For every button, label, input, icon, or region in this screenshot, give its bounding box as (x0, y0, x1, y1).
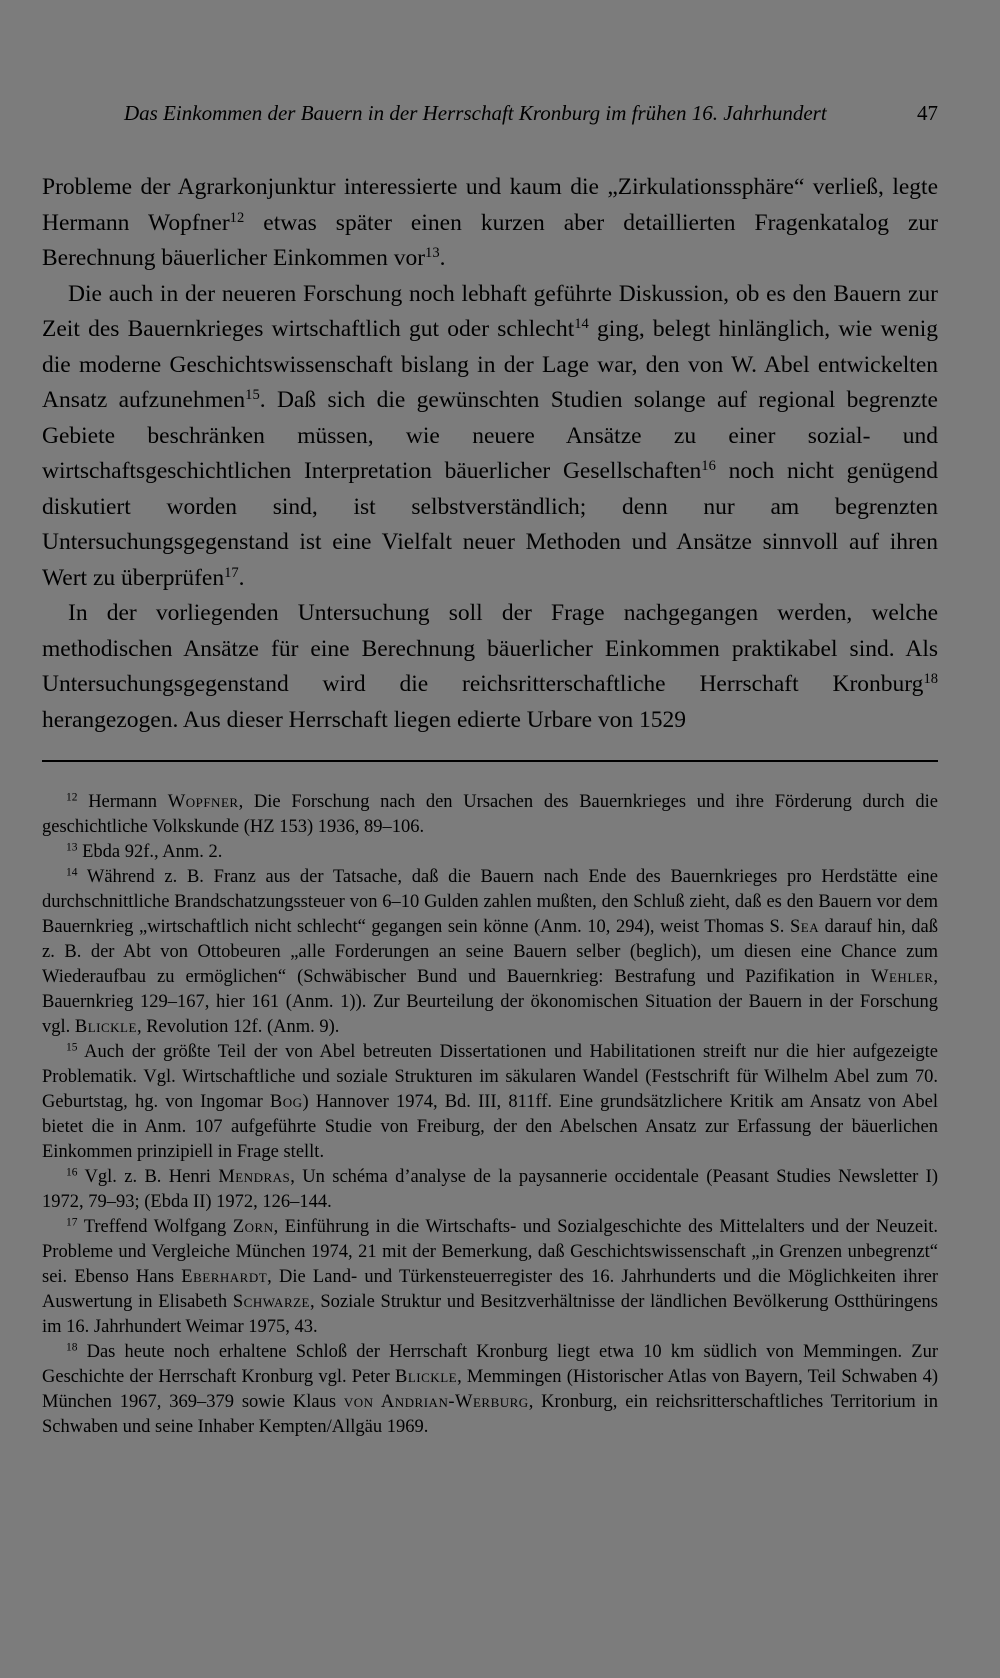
footnote-17 (42, 1215, 938, 1340)
author-name: Schwarze (232, 1292, 310, 1312)
text-run: Die auch in der neueren Forschung noch lebhaft geführte Diskussion, ob es den Bauern zur Zeit des Bauernkrieges wirtschaftlich gut oder schlecht (42, 280, 938, 342)
footnote-15 (42, 1040, 938, 1165)
text-run: . Daß sich die gewünschten Studien solange auf regional begrenzte Gebiete beschränken müssen, wie neuere Ansätze zu einer sozial- und wirtschaftsgeschichtlichen Interpretation bäuerlicher Gesellschaften (42, 387, 938, 484)
footnote-number: 14 (66, 866, 78, 879)
author-name: Blickle (74, 1017, 137, 1037)
footnote-number: 13 (66, 841, 78, 854)
text-run: , Revolution 12f. (Anm. 9). (136, 1017, 340, 1037)
text-run: In der vorliegenden Untersuchung soll der Frage nachgegangen werden, welche methodischen Ansätze für eine Berechnung bäuerlicher Einkommen praktikabel sind. Als Untersuchungsgegenstand wird die reichsritterschaftliche Herrschaft Kronburg (42, 600, 938, 697)
text-run: Auch der größte Teil der von Abel betreuten Dissertationen und Habilitationen streift nur die hier aufgezeigte Problematik. Vgl. Wirtschaftliche und soziale Strukturen im säkularen Wandel (Festschrift für Wilhelm Abel zum 70. Geburtstag, hg. von Ingomar (42, 1042, 938, 1112)
text-run: . (439, 245, 446, 271)
text-run: . (238, 564, 245, 591)
running-title: Das Einkommen der Bauern in der Herrschaft Kronburg im frühen 16. Jahrhundert (124, 101, 827, 125)
footnote-number: 15 (66, 1041, 78, 1054)
footnote-number: 16 (66, 1166, 78, 1179)
text-run: Probleme der Agrarkonjunktur interessierte und kaum die „Zirkulationssphäre“ verließ, legte Hermann Wopfner (42, 174, 938, 236)
footnote-ref-13: 13 (425, 245, 440, 261)
text-run: , Die Land- und Türkensteuerregister des 16. Jahrhunderts und die Möglichkeiten ihrer Auswertung in Elisabeth (42, 1267, 938, 1312)
text-run: , Memmingen (Historischer Atlas von Bayern, Teil Schwaben 4) München 1967, 369–379 sowie Klaus (42, 1367, 938, 1412)
text-run: , Soziale Struktur und Besitzverhältnisse der ländlichen Bevölkerung Ostthüringens im 16. Jahrhundert Weimar 1975, 43. (42, 1292, 938, 1337)
paragraph-2 (42, 277, 938, 597)
text-run: Treffend Wolfgang (77, 1217, 233, 1237)
footnote-13 (42, 840, 938, 865)
footnote-16 (42, 1165, 938, 1215)
footnote-ref-16: 16 (701, 458, 716, 474)
text-run: Vgl. z. B. Henri (77, 1167, 219, 1187)
footnote-ref-17: 17 (224, 564, 239, 581)
author-name: Bog (269, 1092, 303, 1112)
text-run: ) Hannover 1974, Bd. III, 811ff. Eine grundsätzlichere Kritik am Ansatz von Abel bietet die in Anm. 107 aufgeführte Studie von Freiburg, der den Abelschen Ansatz zur Erfassung der bäuerlichen Einkommen prinzipiell in Frage stellt. (42, 1092, 938, 1162)
footnote-ref-14: 14 (574, 316, 589, 332)
footnote-14 (42, 865, 938, 1040)
text-run: noch nicht genügend diskutiert worden sind, ist selbstverständlich; denn nur am begrenzten Untersuchungsgegenstand ist eine Vielfalt neuer Methoden und Ansätze sinnvoll auf ihren Wert zu überprüfen (42, 458, 939, 591)
author-name: von Andrian-Werburg (343, 1392, 529, 1412)
text-run: , Un schéma d’analyse de la paysannerie occidentale (Peasant Studies Newsletter I) 1972, 79–93; (Ebda II) 1972, 126–144. (42, 1167, 938, 1212)
footnote-number: 18 (66, 1341, 78, 1354)
text-run: etwas später einen kurzen aber detaillierten Fragenkatalog zur Berechnung bäuerlicher Einkommen vor (42, 209, 938, 271)
text-run: , Kronburg, ein reichsritterschaftliches Territorium in Schwaben und seine Inhaber Kempten/Allgäu 1969. (42, 1392, 938, 1437)
footnote-ref-15: 15 (245, 387, 260, 403)
author-name: Wopfner (167, 792, 239, 812)
author-name: Sea (789, 917, 820, 937)
main-text (42, 170, 938, 738)
text-run: Hermann (77, 792, 168, 812)
text-run: Ebda 92f., Anm. 2. (77, 842, 223, 862)
text-run: darauf hin, daß z. B. der Abt von Ottobeuren „alle Forderungen an seine Bauern selber (beglich), um diesen eine Chance zum Wiederaufbau zu ermöglichen“ (Schwäbischer Bund und Bauernkrieg: Bestrafung und Pazifikation in (42, 917, 938, 987)
text-run: ging, belegt hinlänglich, wie wenig die moderne Geschichtswissenschaft bislang in der Lage war, den von W. Abel entwickelten Ansatz aufzunehmen (42, 316, 938, 413)
footnote-number: 17 (66, 1216, 78, 1229)
text-run: herangezogen. Aus dieser Herrschaft liegen edierte Urbare von 1529 (42, 706, 687, 733)
footnote-12 (42, 790, 938, 840)
footnote-separator (42, 760, 938, 762)
text-run: , Einführung in die Wirtschafts- und Sozialgeschichte des Mittelalters und der Neuzeit. Probleme und Vergleiche München 1974, 21 mit der Bemerkung, daß Geschichtswissenschaft „in Grenzen unbegrenzt“ sei. Ebenso Hans (42, 1217, 938, 1287)
text-run: Während z. B. Franz aus der Tatsache, daß die Bauern nach Ende des Bauernkrieges pro Herdstätte eine durchschnittliche Brandschatzungssteuer von 6–10 Gulden zahlen mußten, den Schluß zieht, daß es den Bauern vor dem Bauernkrieg „wirtschaftlich nicht schlecht“ gegangen sein könne (Anm. 10, 294), weist Thomas S. (42, 867, 938, 937)
paragraph-3 (42, 596, 938, 738)
author-name: Mendras (218, 1167, 291, 1187)
author-name: Eberhardt (181, 1267, 268, 1287)
text-run: , Bauernkrieg 129–167, hier 161 (Anm. 1)). Zur Beurteilung der ökonomischen Situation der Bauern in der Forschung vgl. (42, 967, 938, 1037)
author-name: Zorn (232, 1217, 274, 1237)
text-run: , Die Forschung nach den Ursachen des Bauernkrieges und ihre Förderung durch die geschichtliche Volkskunde (HZ 153) 1936, 89–106. (42, 792, 938, 837)
author-name: Blickle (395, 1367, 458, 1387)
author-name: Wehler (871, 967, 934, 987)
footnote-ref-12: 12 (229, 209, 245, 226)
footnotes (42, 790, 938, 1440)
text-run: Das heute noch erhaltene Schloß der Herrschaft Kronburg liegt etwa 10 km südlich von Memmingen. Zur Geschichte der Herrschaft Kronburg vgl. Peter (42, 1342, 938, 1387)
footnote-ref-18: 18 (923, 671, 938, 687)
footnote-18 (42, 1340, 938, 1440)
page-number: 47 (917, 101, 938, 125)
footnote-number: 12 (66, 791, 78, 804)
paragraph-1 (42, 170, 938, 277)
